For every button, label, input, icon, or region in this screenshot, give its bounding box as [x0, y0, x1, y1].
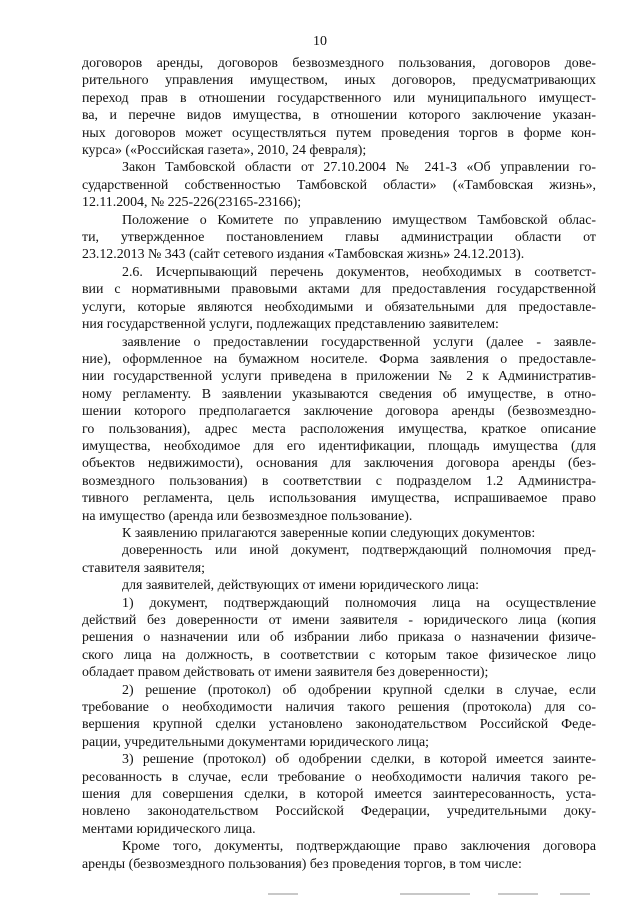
- text-line: рительного управления имуществом, иных договоров, предусматривающих: [82, 73, 596, 89]
- text-line: новлено законодательством Российской Федерации, учредительными доку-: [82, 804, 596, 820]
- text-line: требование о необходимости наличия такого решения (протокола) для со-: [82, 700, 596, 716]
- text-line: вии с нормативными правовыми актами для предоставления государственной: [82, 282, 596, 298]
- text-line: ния государственной услуги, подлежащих представлению заявителем:: [82, 317, 499, 333]
- text-line: курса» («Российская газета», 2010, 24 февраля);: [82, 143, 367, 159]
- text-line: заявление о предоставлении государственной услуги (далее - заявле-: [122, 334, 596, 350]
- text-line: 3) решение (протокол) об одобрении сделки, в которой имеется заинте-: [122, 752, 596, 768]
- text-line: доверенность или иной документ, подтверждающий полномочия пред-: [122, 543, 596, 559]
- text-line: переход прав в отношении государственного или муниципального имущест-: [82, 90, 596, 106]
- text-line: вершения крупной сделки установлено законодательством Российской Феде-: [82, 717, 596, 733]
- text-line: шении которого предполагается заключение договора аренды (безвозмездно-: [82, 404, 596, 420]
- text-line: ных договоров может осуществляться путем проведения торгов в форме кон-: [82, 125, 596, 141]
- text-line: нии государственной услуги приведена в приложении № 2 к Административ-: [82, 369, 596, 385]
- text-line: ментами юридического лица.: [82, 821, 256, 837]
- text-line: объектов недвижимости), основания для заключения договора аренды (без-: [82, 456, 596, 472]
- text-line: тивного регламента, цель использования имущества, испрашиваемое право: [82, 491, 596, 507]
- text-line: ному регламенту. В заявлении указываются сведения об имуществе, в отно-: [82, 386, 596, 402]
- page-number: 10: [313, 34, 327, 49]
- text-line: ского лица на должность, в соответствии с которым такое физическое лицо: [82, 647, 596, 663]
- text-line: рации, учредительными документами юридического лица;: [82, 734, 430, 750]
- text-line: имущества, необходимое для его идентификации, площадь имущества (для: [82, 438, 596, 454]
- text-line: ставителя заявителя;: [82, 560, 206, 576]
- text-line: Кроме того, документы, подтверждающие право заключения договора: [122, 839, 596, 855]
- text-line: Закон Тамбовской области от 27.10.2004 № 241-З «Об управлении го-: [122, 160, 596, 176]
- text-line: ва, и перечне видов имущества, в отношении которого заключение указан-: [82, 108, 596, 124]
- text-line: 12.11.2004, № 225-226(23165-23166);: [82, 195, 302, 211]
- text-line: договоров аренды, договоров безвозмездного пользования, договоров дове-: [82, 56, 596, 71]
- text-line: Положение о Комитете по управлению имуществом Тамбовской облас-: [122, 212, 596, 228]
- text-line: ние), оформленное на бумажном носителе. Форма заявления о предоставле-: [82, 351, 596, 367]
- text-line: шения для совершения сделки, в которой имеется заинтересованность, уста-: [82, 787, 596, 803]
- text-line: действий без доверенности от имени заявителя - юридического лица (копия: [82, 613, 596, 628]
- scan-artifact: [0, 893, 640, 899]
- text-line: обладает правом действовать от имени заявителя без доверенности);: [82, 665, 489, 681]
- text-line: 23.12.2013 № 343 (сайт сетевого издания «Тамбовская жизнь» 24.12.2013).: [82, 247, 525, 263]
- text-line: на имущество (аренда или безвозмездное пользование).: [82, 508, 413, 524]
- text-line: для заявителей, действующих от имени юридического лица:: [122, 578, 479, 594]
- text-line: аренды (безвозмездного пользования) без проведения торгов, в том числе:: [82, 856, 522, 872]
- text-line: ти, утвержденное постановлением главы администрации области от: [82, 230, 596, 246]
- text-line: 1) документ, подтверждающий полномочия лица на осуществление: [122, 595, 596, 611]
- text-line: услуги, которые являются необходимыми и обязательными для предоставле-: [82, 299, 596, 315]
- text-line: решения о назначении или об избрании либо приказа о назначении физиче-: [82, 630, 596, 646]
- text-line: К заявлению прилагаются заверенные копии следующих документов:: [122, 525, 536, 541]
- text-line: сударственной собственностью Тамбовской области» («Тамбовская жизнь»,: [82, 177, 596, 193]
- text-line: 2) решение (протокол) об одобрении крупной сделки в случае, если: [122, 682, 596, 698]
- text-line: ресованность в случае, если требование о необходимости наличия такого ре-: [82, 769, 596, 785]
- document-body: [82, 55, 596, 873]
- text-line: возмездного пользования) в соответствии с подразделом 1.2 Администра-: [82, 473, 596, 489]
- text-line: го пользования), адрес места расположения имущества, краткое описание: [82, 421, 596, 437]
- text-line: 2.6. Исчерпывающий перечень документов, необходимых в соответст-: [122, 264, 596, 280]
